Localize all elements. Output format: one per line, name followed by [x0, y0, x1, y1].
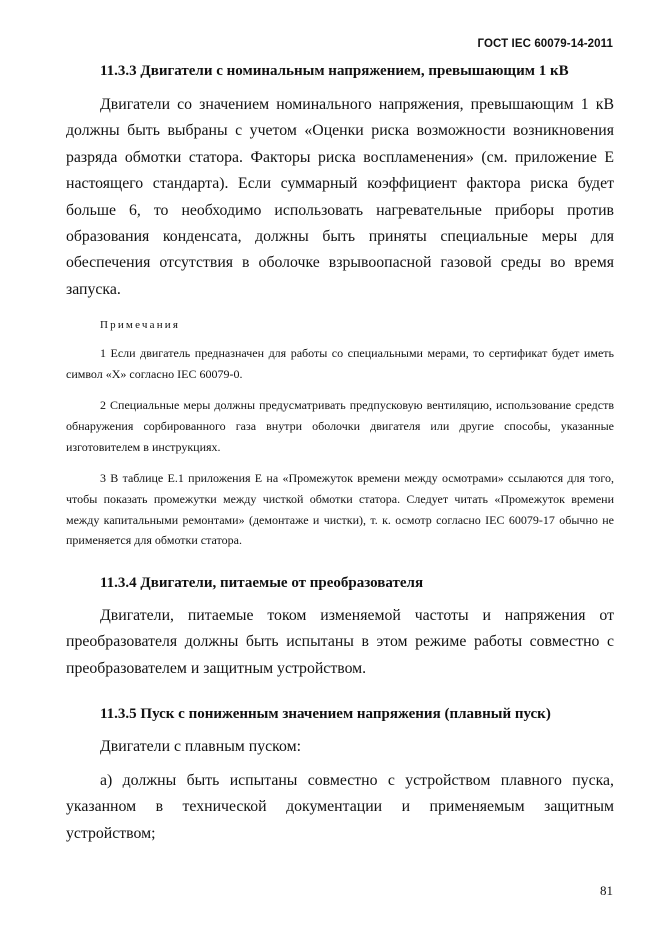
section-11-3-4-heading: 11.3.4 Двигатели, питаемые от преобразователя	[100, 575, 424, 591]
section-11-3-3-heading: 11.3.3 Двигатели с номинальным напряжением, превышающим 1 кВ	[100, 63, 569, 79]
note-1: 1 Если двигатель предназначен для работы со специальными мерами, то сертификат будет иметь символ «X» согласно IEC 60079-0.	[66, 346, 614, 381]
note-2: 2 Специальные меры должны предусматривать предпусковую вентиляцию, использование средств обнаружения сорбированного газа внутри оболочки двигателя или другие способы, указанные изготовителем в инструкциях.	[66, 398, 614, 454]
section-11-3-5-heading: 11.3.5 Пуск с пониженным значением напряжения (плавный пуск)	[100, 706, 551, 722]
notes-title: Примечания	[100, 319, 181, 331]
note-3: 3 В таблице Е.1 приложения Е на «Промежуток времени между осмотрами» ссылаются для того, чтобы показать промежутки между чисткой обмотки статора. Следует читать «Промежуток времени между капитальными ремонтами» (демонтаже и чистки), т. к. осмотр согласно IEC 60079-17 обычно не применяется для обмотки статора.	[66, 471, 614, 548]
section-11-3-4-paragraph: Двигатели, питаемые током изменяемой частоты и напряжения от преобразователя должны быть испытаны в этом режиме работы совместно с преобразователем и защитным устройством.	[66, 607, 614, 677]
document-code-header: ГОСТ IEC 60079-14-2011	[477, 38, 613, 50]
section-11-3-5-intro: Двигатели с плавным пуском:	[100, 738, 301, 755]
section-11-3-5-item-a: а) должны быть испытаны совместно с устройством плавного пуска, указанном в технической документации и применяемым защитным устройством;	[66, 772, 614, 842]
page-number: 81	[600, 883, 613, 898]
section-11-3-3-paragraph: Двигатели со значением номинального напряжения, превышающим 1 кВ должны быть выбраны с учетом «Оценки риска возможности возникновения разряда обмотки статора. Факторы риска воспламенения» (см. приложение Е настоящего стандарта). Если суммарный коэффициент фактора риска будет больше 6, то необходимо использовать нагревательные приборы против образования конденсата, должны быть приняты специальные меры для обеспечения отсутствия в оболочке взрывоопасной газовой среды во время запуска.	[66, 96, 614, 298]
